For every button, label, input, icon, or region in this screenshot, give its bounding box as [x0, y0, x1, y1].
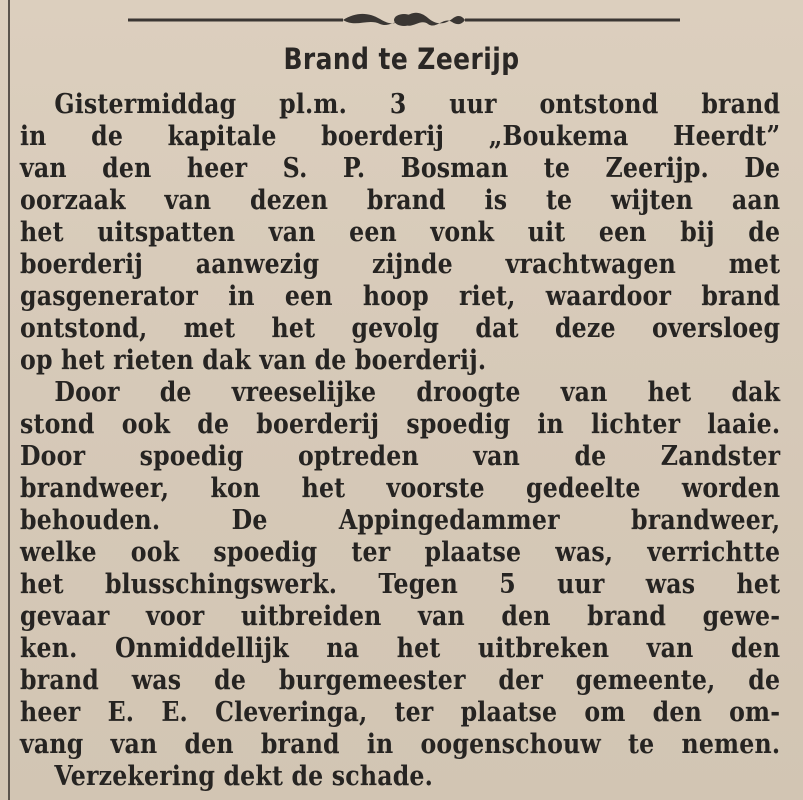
article-body [20, 88, 780, 792]
article-line: behouden. De Appingedammer brandweer, [20, 504, 781, 536]
article-line: op het rieten dak van de boerderij. [20, 344, 487, 376]
article-line: heer E. E. Cleveringa, ter plaatse om den om- [20, 696, 781, 728]
article-line: brand was de burgemeester der gemeente, de [20, 664, 781, 696]
article-line: Door spoedig optreden van de Zandster [20, 440, 781, 472]
column-rule [8, 0, 10, 800]
ornamental-divider [128, 6, 680, 34]
article-line: Verzekering dekt de schade. [54, 760, 434, 792]
article-line: stond ook de boerderij spoedig in lichter laaie. [20, 408, 781, 440]
article-line: vang van den brand in oogenschouw te nemen. [20, 728, 781, 760]
article-line: in de kapitale boerderij „Boukema Heerdt” [20, 120, 781, 152]
article-line: ken. Onmiddellijk na het uitbreken van den [20, 632, 781, 664]
article-line: brandweer, kon het voorste gedeelte worden [20, 472, 781, 504]
article-line: het uitspatten van een vonk uit een bij de [20, 216, 781, 248]
article-line: gasgenerator in een hoop riet, waardoor brand [20, 280, 781, 312]
article-headline: Brand te Zeerijp [283, 42, 520, 76]
article-line: Door de vreeselijke droogte van het dak [54, 376, 781, 408]
article-line: gevaar voor uitbreiden van den brand gewe- [20, 600, 781, 632]
article-line: Gistermiddag pl.m. 3 uur ontstond brand [54, 88, 781, 120]
article-line: van den heer S. P. Bosman te Zeerijp. De [20, 152, 781, 184]
article-line: welke ook spoedig ter plaatse was, verrichtte [20, 536, 781, 568]
article-line: boerderij aanwezig zijnde vrachtwagen met [20, 248, 781, 280]
article-line: ontstond, met het gevolg dat deze oversloeg [20, 312, 781, 344]
article-line: het blusschingswerk. Tegen 5 uur was het [20, 568, 781, 600]
article-line: oorzaak van dezen brand is te wijten aan [20, 184, 781, 216]
